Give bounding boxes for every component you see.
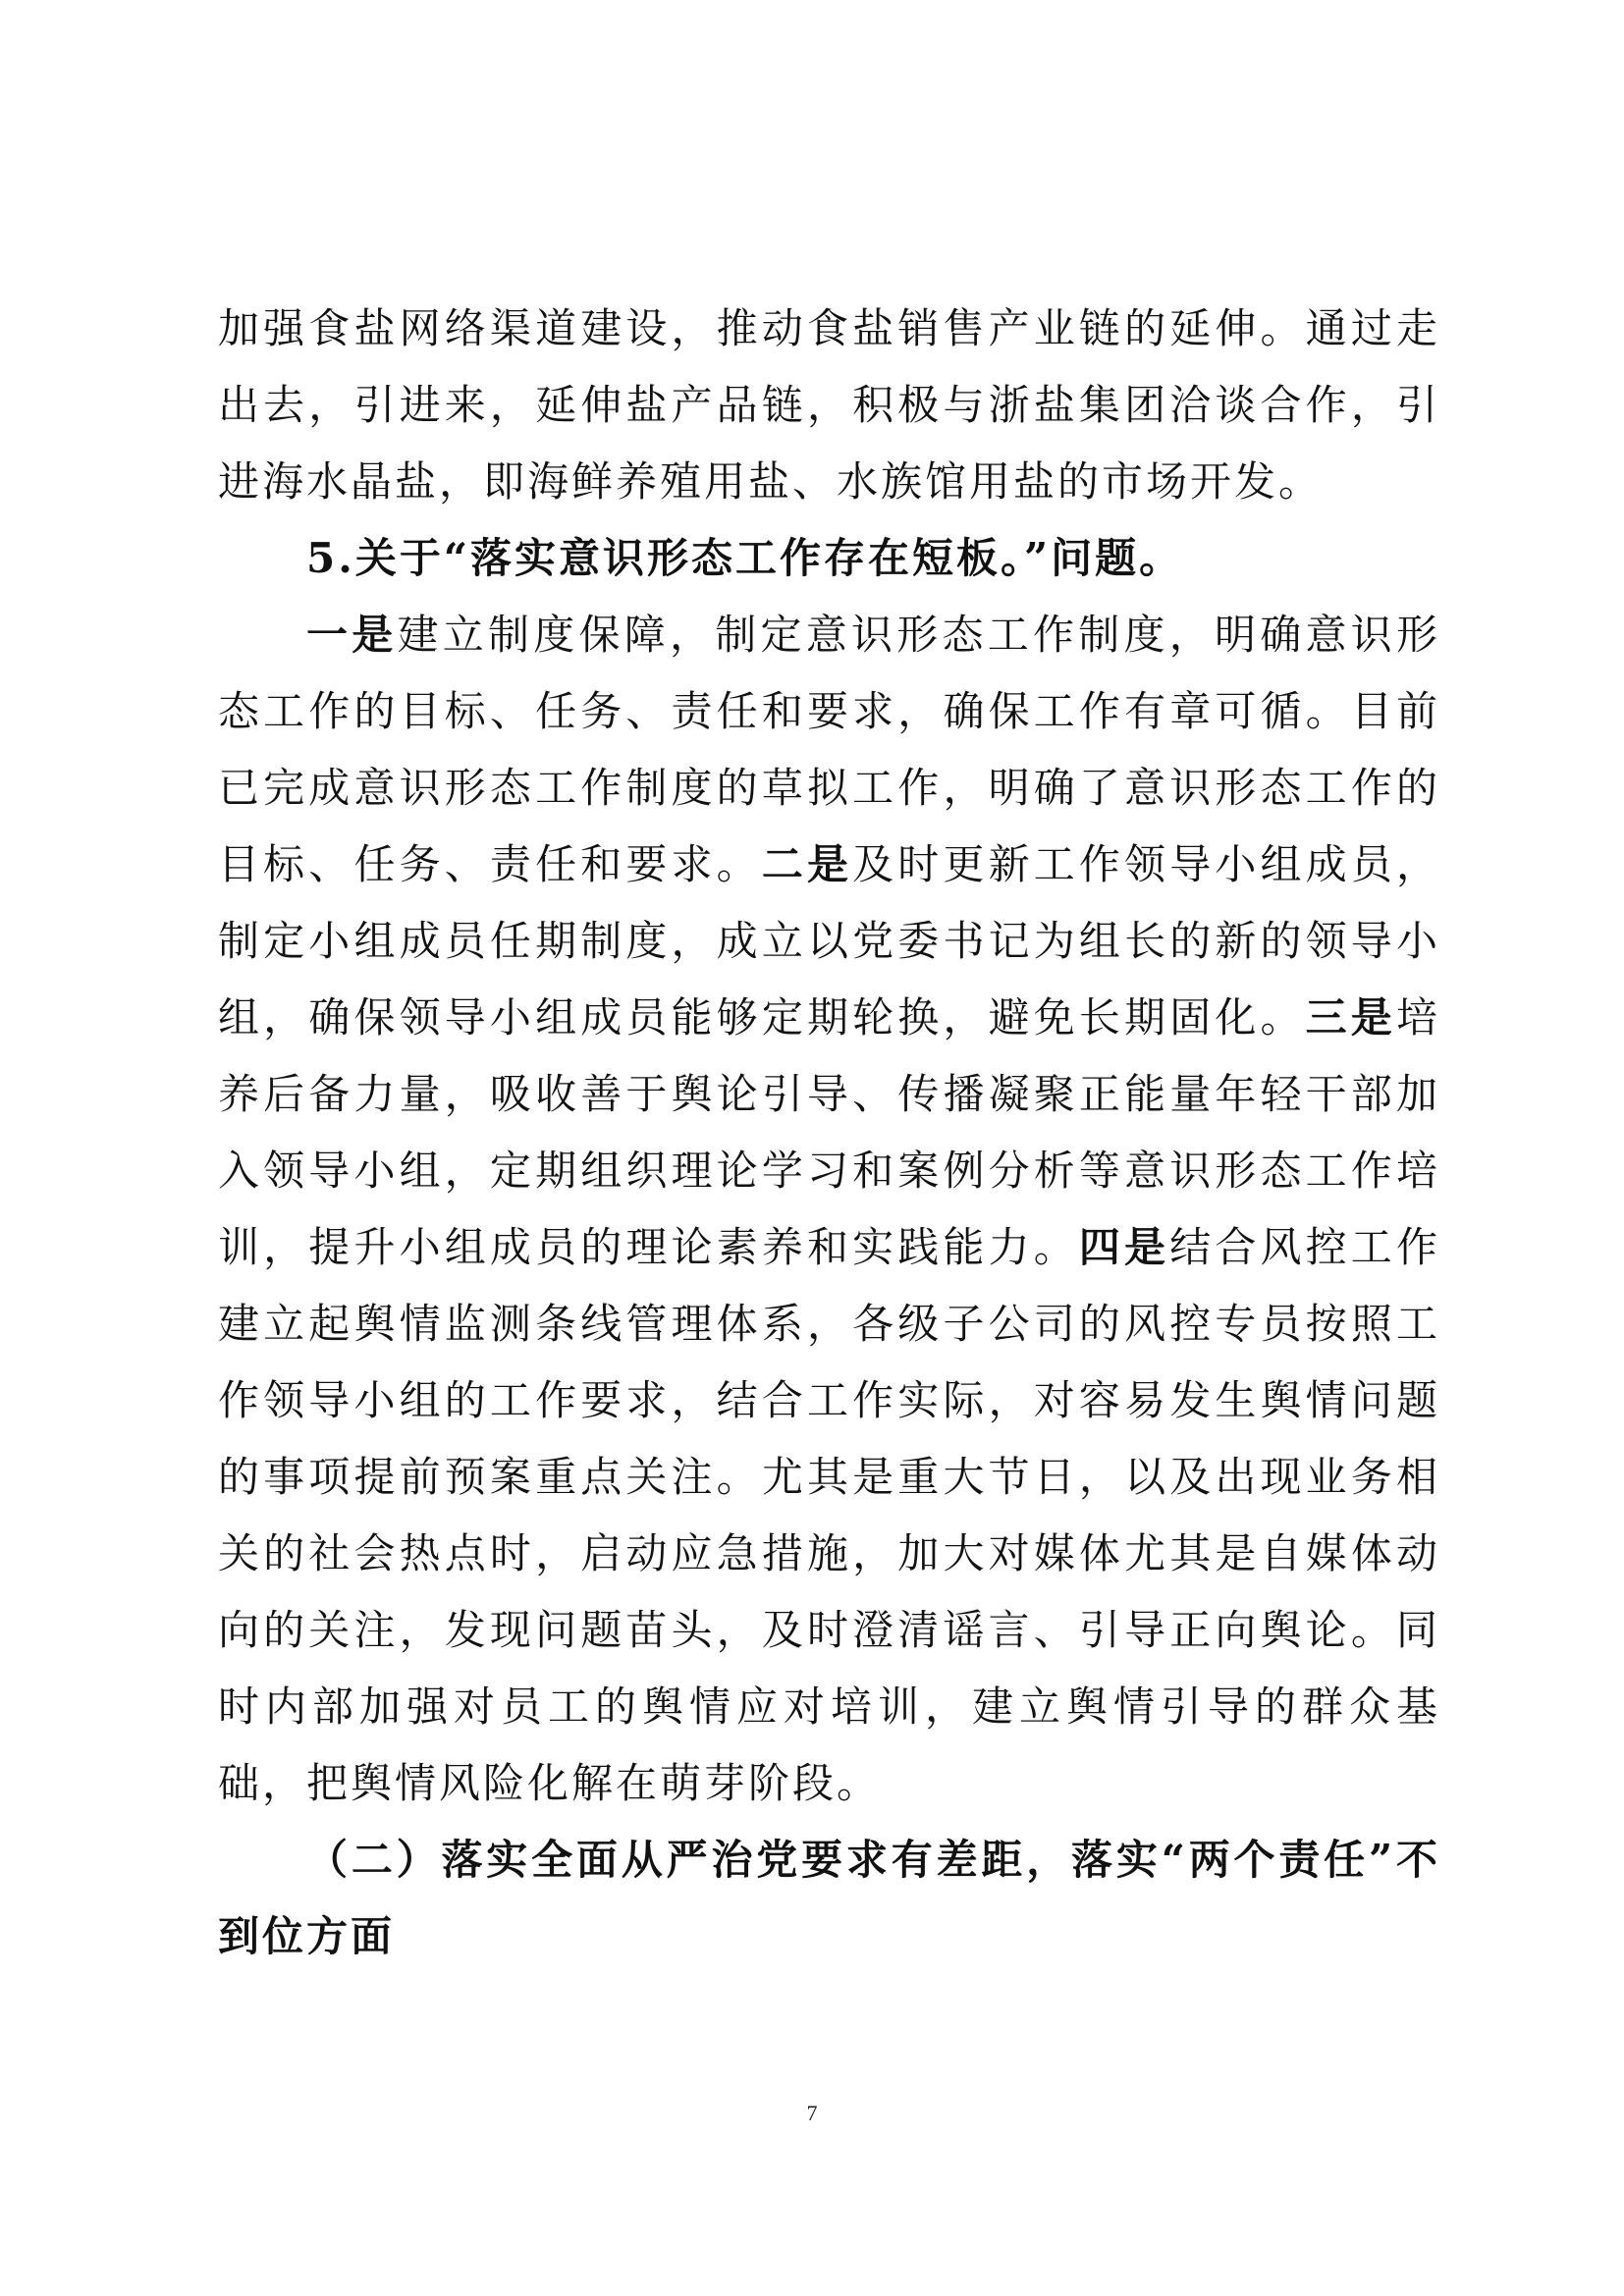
point-lead-4: 四是 bbox=[1078, 1223, 1170, 1271]
page-number: 7 bbox=[806, 2101, 818, 2125]
continued-paragraph: 加强食盐网络渠道建设，推动食盐销售产业链的延伸。通过走出去，引进来，延伸盐产品链，积极与浙盐集团洽谈合作，引进海水晶盐，即海鲜养殖用盐、水族馆用盐的市场开发。 bbox=[218, 304, 1440, 506]
point-text-4: 结合风控工作建立起舆情监测条线管理体系，各级子公司的风控专员按照工作领导小组的工作要求，结合工作实际，对容易发生舆情问题的事项提前预案重点关注。尤其是重大节日，以及出现业务相关的社会热点时，启动应急措施，加大对媒体尤其是自媒体动向的关注，发现问题苗头，及时澄清谣言、引导正向舆论。同时内部加强对员工的舆情应对培训，建立舆情引导的群众基础，把舆情风险化解在萌芽阶段。 bbox=[218, 1223, 1440, 1807]
section-heading-2: （二）落实全面从严治党要求有差距，落实“两个责任”不到位方面 bbox=[218, 1836, 1440, 1960]
point-lead-3: 三是 bbox=[1305, 993, 1396, 1041]
point-text-1: 建立制度保障，制定意识形态工作制度，明确意识形态工作的目标、任务、责任和要求，确保工作有章可循。目前已完成意识形态工作制度的草拟工作，明确了意识形态工作的目标、任务、责任和要求。 bbox=[218, 611, 1440, 888]
document-body bbox=[218, 291, 1440, 1975]
main-paragraph bbox=[218, 597, 1440, 1822]
point-lead-2: 二是 bbox=[761, 840, 853, 888]
heading-item-5: 5.关于“落实意识形态工作存在短板。”问题。 bbox=[306, 534, 1184, 582]
point-text-3: 培养后备力量，吸收善于舆论引导、传播凝聚正能量年轻干部加入领导小组，定期组织理论学习和案例分析等意识形态工作培训，提升小组成员的理论素养和实践能力。 bbox=[218, 993, 1440, 1271]
point-lead-1: 一是 bbox=[306, 611, 398, 659]
point-text-2: 及时更新工作领导小组成员，制定小组成员任期制度，成立以党委书记为组长的新的领导小组，确保领导小组成员能够定期轮换，避免长期固化。 bbox=[218, 840, 1440, 1041]
